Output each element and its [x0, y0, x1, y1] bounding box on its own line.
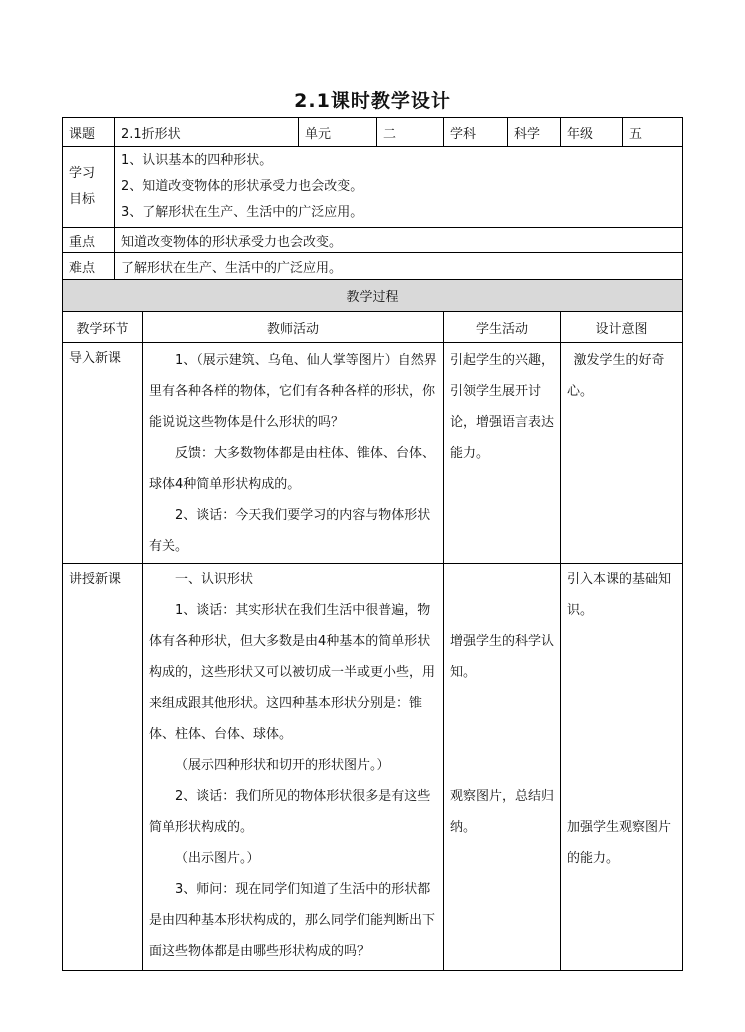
stage-cell: 导入新课 — [63, 343, 143, 564]
objective-item: 3、了解形状在生产、生活中的广泛应用。 — [121, 205, 364, 220]
student-paragraph: 引起学生的兴趣，引领学生展开讨论，增强语言表达能力。 — [450, 353, 555, 461]
teacher-paragraph: 1、（展示建筑、乌龟、仙人掌等图片）自然界里有各种各样的物体，它们有各种各样的形状，你能说说这些物体是什么形状的吗？ — [149, 353, 437, 430]
teacher-paragraph: 一、认识形状 — [175, 572, 254, 587]
topic-label: 课题 — [63, 118, 115, 147]
student-activity-cell — [444, 343, 561, 564]
intent-paragraph: 加强学生观察图片的能力。 — [567, 820, 672, 866]
design-intent-cell — [561, 564, 683, 971]
teacher-paragraph: 2、谈话：我们所见的物体形状很多是有这些简单形状构成的。 — [149, 789, 431, 835]
teacher-paragraph: 3、师问：现在同学们知道了生活中的形状都是由四种基本形状构成的，那么同学们能判断出下面这些物体都是由哪些形状构成的吗？ — [149, 882, 436, 959]
difficulty-value: 了解形状在生产、生活中的广泛应用。 — [115, 253, 683, 280]
intent-paragraph: 引入本课的基础知识。 — [567, 572, 672, 618]
key-point-label: 重点 — [63, 228, 115, 253]
grade-value: 五 — [623, 118, 683, 147]
col-header-intent: 设计意图 — [561, 312, 683, 343]
objectives-label: 学习 目标 — [63, 147, 115, 228]
stage-cell: 讲授新课 — [63, 564, 143, 971]
design-intent-cell — [561, 343, 683, 564]
objective-item: 2、知道改变物体的形状承受力也会改变。 — [121, 179, 364, 194]
process-row-lecture — [63, 564, 683, 971]
teacher-activity-cell — [143, 343, 444, 564]
unit-label: 单元 — [299, 118, 377, 147]
col-header-teacher: 教师活动 — [143, 312, 444, 343]
difficulty-label: 难点 — [63, 253, 115, 280]
teacher-paragraph: 1、谈话：其实形状在我们生活中很普遍，物体有各种形状，但大多数是由4种基本的简单形状构成的，这些形状又可以被切成一半或更小些，用来组成跟其他形状。这四种基本形状分别是：锥体、柱体、台体、球体。 — [149, 603, 436, 742]
col-header-stage: 教学环节 — [63, 312, 143, 343]
student-activity-cell — [444, 564, 561, 971]
subject-label: 学科 — [444, 118, 508, 147]
teacher-paragraph: 反馈：大多数物体都是由柱体、锥体、台体、球体4种简单形状构成的。 — [149, 446, 436, 492]
objectives-list — [115, 147, 683, 228]
intent-paragraph: 激发学生的好奇心。 — [567, 353, 665, 399]
objective-item: 1、认识基本的四种形状。 — [121, 153, 273, 168]
key-point-value: 知道改变物体的形状承受力也会改变。 — [115, 228, 683, 253]
teacher-paragraph: （出示图片。） — [175, 851, 260, 866]
page-title: 2.1课时教学设计 — [294, 90, 451, 112]
teacher-paragraph: （展示四种形状和切开的形状图片。） — [175, 758, 390, 773]
objectives-row — [63, 147, 683, 228]
process-section-title: 教学过程 — [63, 280, 683, 312]
grade-label: 年级 — [561, 118, 623, 147]
difficulty-row — [63, 253, 683, 280]
unit-value: 二 — [377, 118, 444, 147]
col-header-student: 学生活动 — [444, 312, 561, 343]
lesson-plan-table — [62, 117, 683, 971]
process-row-intro — [63, 343, 683, 564]
teacher-paragraph: 2、谈话：今天我们要学习的内容与物体形状有关。 — [149, 508, 431, 554]
topic-value: 2.1折形状 — [115, 118, 299, 147]
student-paragraph: 观察图片，总结归纳。 — [450, 789, 555, 835]
key-point-row — [63, 228, 683, 253]
header-row — [63, 118, 683, 147]
process-title-row — [63, 280, 683, 312]
student-paragraph: 增强学生的科学认知。 — [450, 634, 555, 680]
process-header-row — [63, 312, 683, 343]
teacher-activity-cell — [143, 564, 444, 971]
subject-value: 科学 — [508, 118, 561, 147]
